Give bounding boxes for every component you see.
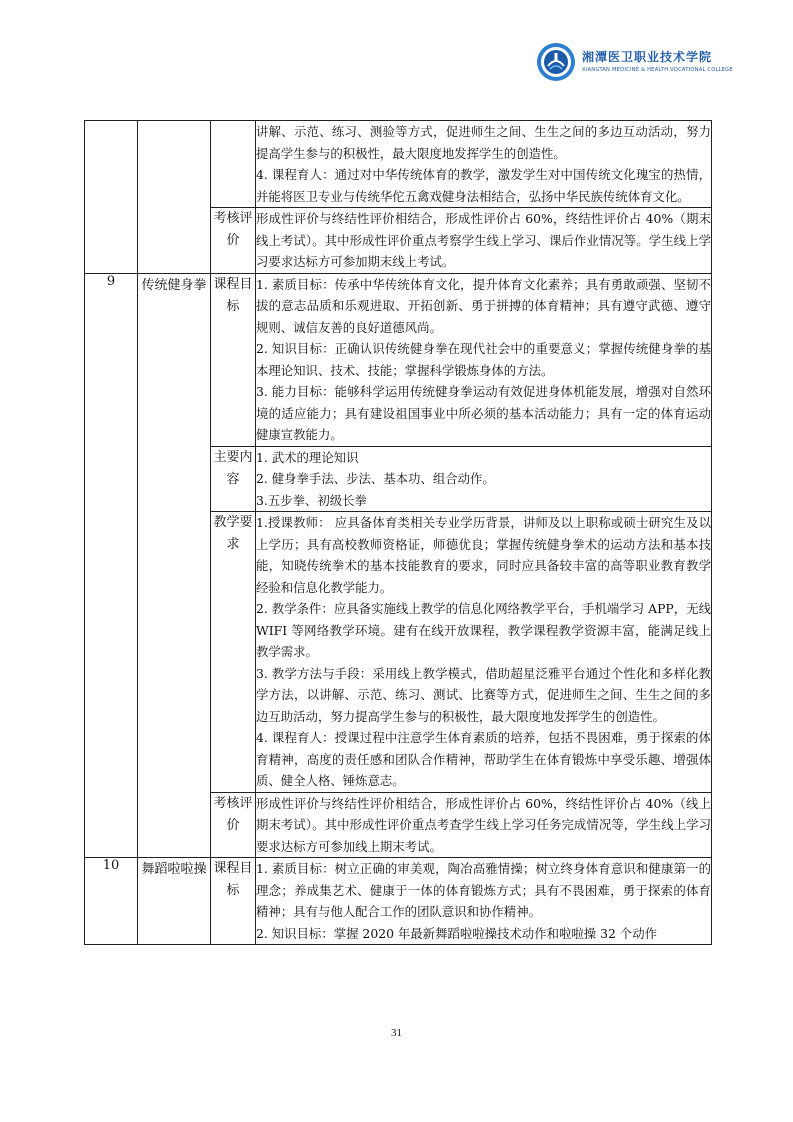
school-emblem-icon	[536, 42, 576, 82]
course-name: 传统健身拳	[138, 273, 211, 858]
list-item: 1. 素质目标：传承中华传统体育文化，提升体育文化素养；具有勇敢顽强、坚韧不拔的意志品质和乐观进取、开拓创新、勇于拼搏的体育精神；具有遵守武德、遵守规则、诚信友善的良好道德风尚。	[256, 276, 711, 335]
list-item: 4. 课程育人：通过对中华传统体育的教学，激发学生对中国传统文化瑰宝的热情，并能将医卫专业与传统华佗五禽戏健身法相结合，弘扬中华民族传统体育文化。	[256, 167, 711, 204]
table-row	[85, 273, 712, 446]
goals-cell	[256, 273, 712, 446]
school-name: 湘潭医卫职业技术学院	[582, 50, 713, 64]
assessment-cell	[256, 792, 712, 858]
school-name-en: XIANGTAN MEDICINE & HEALTH VOCATIONAL COLLEGE	[582, 67, 733, 73]
field-label-goals: 课程目标	[211, 273, 256, 446]
list-item: 2. 知识目标：掌握 2020 年最新舞蹈啦啦操技术动作和啦啦操 32 个动作	[256, 925, 657, 941]
field-label-assess: 考核评价	[211, 792, 256, 858]
list-item: 1. 素质目标：树立正确的审美观，陶冶高雅情操；树立终身体育意识和健康第一的理念；养成集艺术、健康于一体的体育锻炼方式；具有不畏困难，勇于探索的体育精神；具有与他人配合工作的团队意识和协作精神。	[256, 861, 711, 919]
course-table	[84, 120, 712, 945]
row-number-cell	[85, 121, 138, 274]
list-item: 4. 课程育人：授课过程中注意学生体育素质的培养，包括不畏困难，勇于探索的体育精神，高度的责任感和团队合作精神，帮助学生在体育锻炼中享受乐趣、增强体质、健全人格、锤炼意志。	[256, 730, 711, 788]
course-name: 舞蹈啦啦操	[138, 858, 211, 945]
content-cell	[256, 446, 712, 512]
field-label-goals: 课程目标	[211, 858, 256, 945]
goals-cell	[256, 858, 712, 945]
field-label-cell	[211, 121, 256, 208]
table-row	[85, 121, 712, 208]
row-number: 9	[85, 273, 138, 858]
assessment-text: 形成性评价与终结性评价相结合，形成性评价占 60%，终结性评价占 40%（线上期末考试）。其中形成性评价重点考查学生线上学习任务完成情况等，学生线上学习要求达标方可参加线上期末考试。	[256, 795, 711, 854]
requirements-cell	[256, 512, 712, 793]
list-item: 1. 武术的理论知识	[256, 449, 359, 465]
list-item: 1.授课教师： 应具备体育类相关专业学历背景，讲师及以上职称或硕士研究生及以上学历；具有高校教师资格证，师德优良；掌握传统健身拳术的运动方法和基本技能，知晓传统拳术的基本技能教育的要求，同时应具备较丰富的高等职业教育教学经验和信息化教学能力。	[256, 515, 711, 595]
list-item: 2. 健身拳手法、步法、基本功、组合动作。	[256, 471, 495, 486]
assessment-cell	[256, 208, 712, 274]
field-label-assess: 考核评价	[211, 208, 256, 274]
list-item: 讲解、示范、练习、测验等方式，促进师生之间、生生之间的多边互动活动，努力提高学生参与的积极性，最大限度地发挥学生的创造性。	[256, 124, 711, 161]
course-name-cell	[138, 121, 211, 274]
list-item: 3. 能力目标：能够科学运用传统健身拳运动有效促进身体机能发展，增强对自然环境的适应能力；具有建设祖国事业中所必须的基本活动能力；具有一定的体育运动健康宣教能力。	[256, 384, 711, 442]
list-item: 3.五步拳、初级长拳	[256, 492, 367, 508]
list-item: 2. 教学条件：应具备实施线上教学的信息化网络教学平台，手机端学习 APP，无线 WIFI 等网络教学环境。建有在线开放课程，教学课程教学资源丰富，能满足线上教学需求。	[256, 601, 711, 659]
school-logo	[536, 42, 733, 90]
list-item: 2. 知识目标：正确认识传统健身拳在现代社会中的重要意义；掌握传统健身拳的基本理论知识、技术、技能；掌握科学锻炼身体的方法。	[256, 341, 711, 378]
field-label-requirements: 教学要求	[211, 512, 256, 793]
field-label-content: 主要内容	[211, 446, 256, 512]
page-number: 31	[391, 1027, 402, 1039]
method-cell	[256, 121, 712, 208]
table-row	[85, 858, 712, 945]
assessment-text: 形成性评价与终结性评价相结合，形成性评价占 60%，终结性评价占 40%（期末线上考试）。其中形成性评价重点考察学生线上学习、课后作业情况等。学生线上学习要求达标方可参加期末线上考试。	[256, 211, 711, 269]
list-item: 3. 教学方法与手段：采用线上教学模式，借助超星泛雅平台通过个性化和多样化教学方法，以讲解、示范、练习、测试、比赛等方式，促进师生之间、生生之间的多边互助活动，努力提高学生参与的积极性，最大限度地发挥学生的创造性。	[256, 665, 711, 724]
row-number: 10	[85, 858, 138, 945]
